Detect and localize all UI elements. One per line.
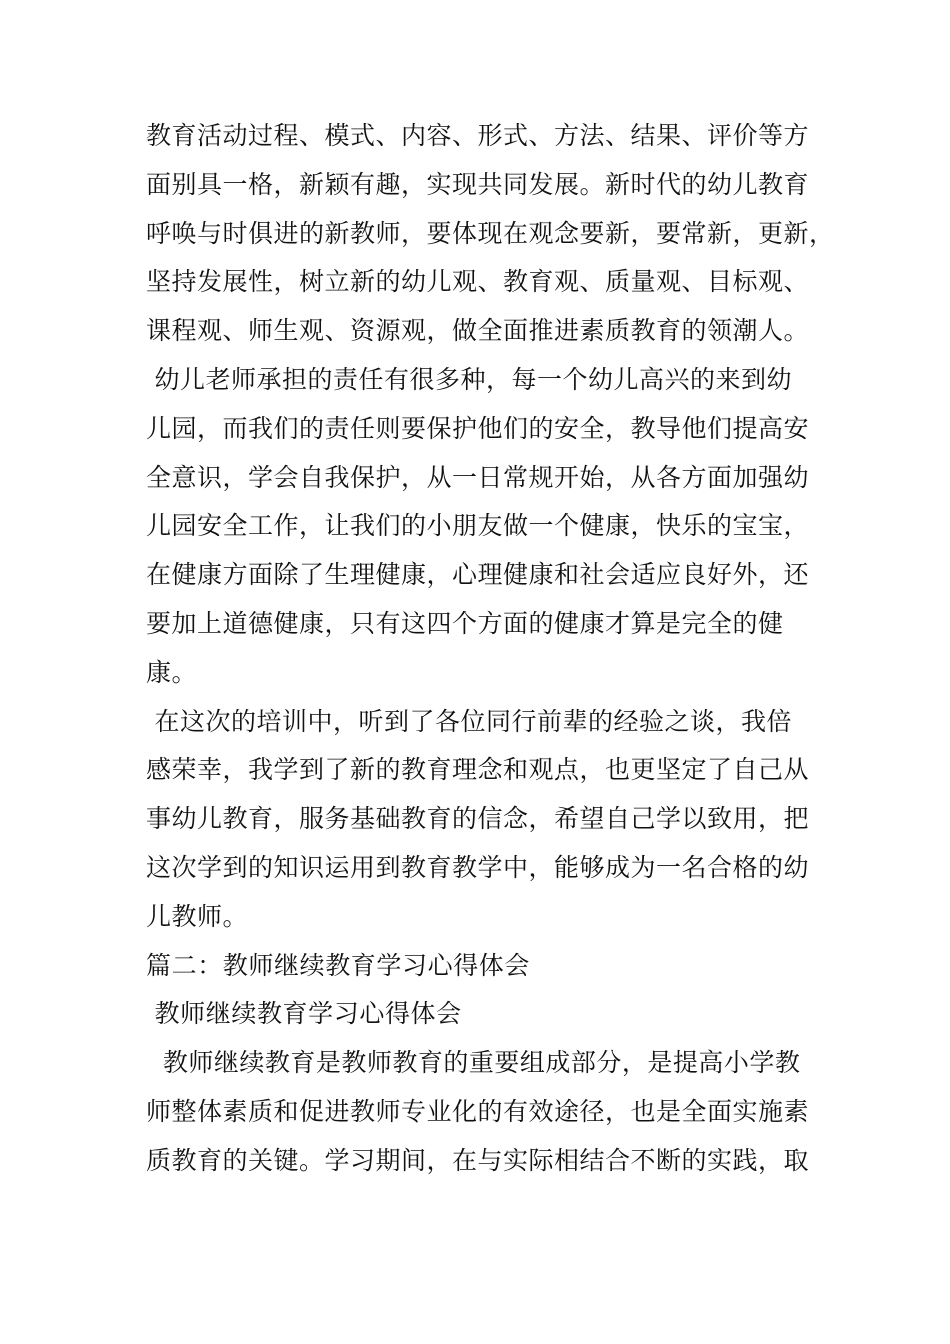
text-line: 呼唤与时俱进的新教师，要体现在观念要新，要常新，更新，	[146, 218, 835, 248]
text-line: 教育活动过程、模式、内容、形式、方法、结果、评价等方	[146, 121, 810, 150]
text-line: 在健康方面除了生理健康，心理健康和社会适应良好外，还	[146, 560, 810, 590]
text-line: 感荣幸，我学到了新的教育理念和观点，也更坚定了自己从	[146, 755, 810, 785]
text-line: 质教育的关键。学习期间，在与实际相结合不断的实践，取	[146, 1145, 810, 1175]
text-line: 儿园，而我们的责任则要保护他们的安全，教导他们提高安	[146, 413, 810, 443]
document-body	[146, 112, 836, 1186]
section-heading: 篇二：教师继续教育学习心得体会	[146, 950, 531, 980]
text-line: 坚持发展性，树立新的幼儿观、教育观、质量观、目标观、	[146, 267, 810, 297]
text-line: 康。	[146, 657, 198, 687]
text-line: 事幼儿教育，服务基础教育的信念，希望自己学以致用，把	[146, 804, 810, 834]
text-line: 在这次的培训中，听到了各位同行前辈的经验之谈，我倍	[146, 706, 792, 736]
text-line: 幼儿老师承担的责任有很多种，每一个幼儿高兴的来到幼	[146, 364, 792, 394]
article-title: 教师继续教育学习心得体会	[146, 999, 462, 1029]
text-line: 师整体素质和促进教师专业化的有效途径，也是全面实施素	[146, 1096, 810, 1126]
text-line: 这次学到的知识运用到教育教学中，能够成为一名合格的幼	[146, 852, 810, 882]
text-line: 儿园安全工作，让我们的小朋友做一个健康，快乐的宝宝，	[146, 511, 810, 541]
text-line: 要加上道德健康，只有这四个方面的健康才算是完全的健	[146, 608, 784, 638]
text-line: 儿教师。	[146, 901, 249, 931]
text-line: 课程观、师生观、资源观，做全面推进素质教育的领潮人。	[146, 316, 810, 346]
text-line: 全意识，学会自我保护，从一日常规开始，从各方面加强幼	[146, 462, 810, 492]
text-line: 教师继续教育是教师教育的重要组成部分，是提高小学教	[146, 1048, 801, 1078]
text-line: 面别具一格，新颖有趣，实现共同发展。新时代的幼儿教育	[146, 169, 810, 199]
